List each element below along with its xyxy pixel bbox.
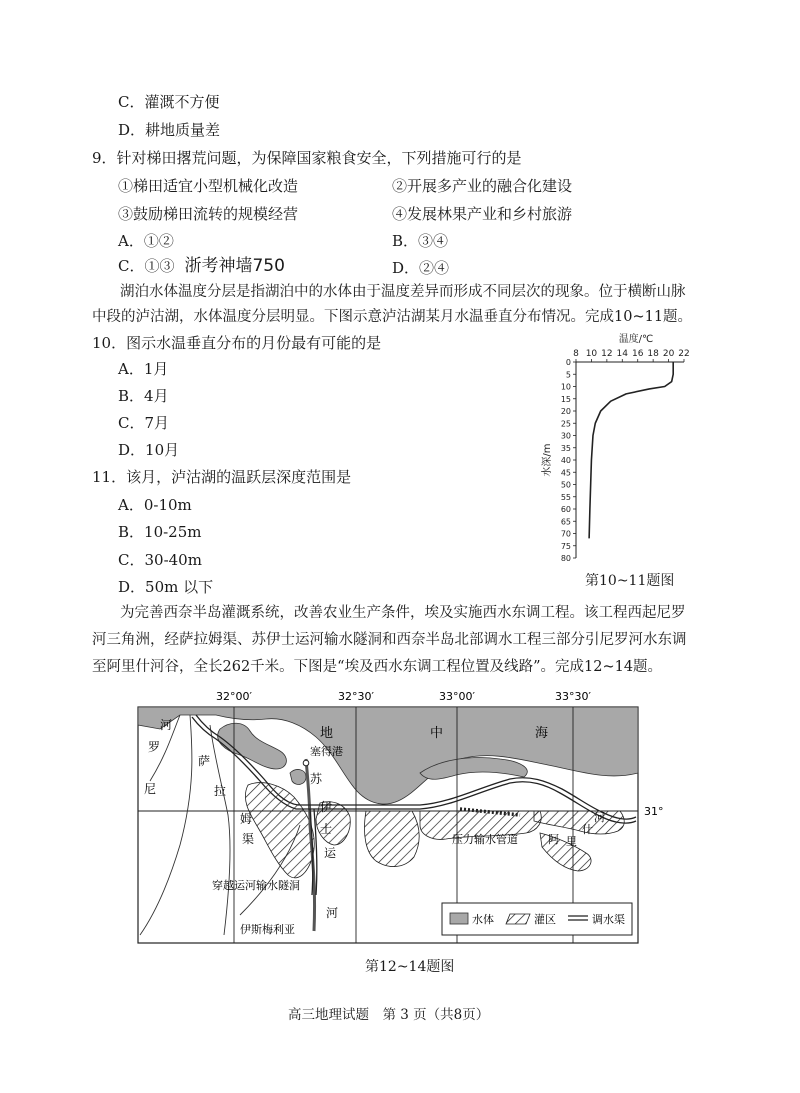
suez-label-5: 河: [326, 906, 339, 920]
x-tick-label: 20: [662, 349, 675, 359]
q9-option-c-row: [118, 256, 285, 276]
q11-option-a: A．0-10m: [118, 496, 192, 514]
q10-stem: 10．图示水温垂直分布的月份最有可能的是: [92, 334, 382, 352]
lat-label: 31°: [644, 805, 664, 818]
passage2-line1: 为完善西奈半岛灌溉系统，改善农业生产条件，埃及实施西水东调工程。该工程西起尼罗: [120, 605, 686, 621]
q11-option-c: C．30-40m: [118, 551, 202, 569]
water-temperature-chart: [540, 330, 710, 570]
y-tick-label: 50: [560, 480, 571, 490]
suez-label-1: 苏: [310, 772, 323, 786]
sea-label-1: 地: [320, 726, 334, 741]
figure2-caption: 第12~14题图: [365, 959, 455, 975]
arish-label-4: 河: [594, 811, 605, 824]
q9-statement-3: ③鼓励梯田流转的规模经营: [118, 205, 299, 223]
x-axis-label: 温度/℃: [618, 334, 654, 345]
x-tick-label: 22: [678, 349, 690, 359]
y-tick-label: 5: [565, 370, 571, 380]
q9-option-c: C．①③: [118, 257, 175, 275]
q9-option-d: D．②④: [392, 259, 450, 277]
salam-label-3: 姆: [240, 812, 253, 826]
q9-statement-2: ②开展多产业的融合化建设: [392, 177, 573, 195]
egypt-water-transfer-map: [120, 685, 680, 950]
y-tick-label: 30: [560, 431, 571, 441]
salam-label-2: 拉: [214, 784, 227, 798]
port-said-dot: [303, 760, 309, 766]
q9-statement-1: ①梯田适宜小型机械化改造: [118, 177, 299, 195]
legend-irrigation-label: 灌区: [534, 913, 556, 926]
lon-label-2: 32°30′: [338, 690, 374, 703]
arish-label-3: 什: [582, 823, 593, 836]
salam-label-1: 萨: [198, 754, 211, 768]
temperature-profile-line: [589, 362, 673, 538]
pipeline-label: 压力输水管道: [452, 833, 518, 846]
q9-option-b: B．③④: [392, 232, 449, 250]
map-legend: [442, 903, 632, 935]
q9-statement-4: ④发展林果产业和乡村旅游: [392, 205, 573, 223]
y-tick-label: 75: [560, 541, 571, 551]
suez-label-2: 伊: [320, 800, 333, 814]
nile-label-1: 河: [160, 718, 173, 732]
y-tick-label: 70: [560, 529, 571, 539]
x-tick-label: 18: [647, 349, 659, 359]
salam-label-4: 渠: [242, 832, 255, 846]
tunnel-label: 穿越运河输水隧洞: [212, 879, 300, 892]
arish-label-1: 阿: [548, 833, 559, 846]
y-tick-label: 25: [560, 419, 571, 429]
sea-label-3: 海: [535, 726, 549, 741]
lon-label-3: 33°00′: [439, 690, 475, 703]
figure1-caption: 第10~11题图: [585, 573, 675, 589]
q8-option-d: D．耕地质量差: [118, 121, 221, 139]
arish-label-2: 里: [566, 835, 577, 848]
y-tick-label: 15: [560, 394, 571, 404]
x-tick-label: 10: [585, 349, 598, 359]
q11-option-d: D．50m 以下: [118, 578, 214, 596]
y-tick-label: 35: [560, 443, 571, 453]
q10-option-c: C．7月: [118, 414, 170, 432]
x-tick-label: 12: [601, 349, 613, 359]
x-tick-label: 16: [631, 349, 644, 359]
x-tick-label: 14: [616, 349, 629, 359]
page-footer: 高三地理试题 第 3 页（共8页）: [288, 1007, 490, 1023]
y-tick-label: 45: [560, 468, 571, 478]
legend-water-swatch: [450, 913, 468, 924]
q9-stem: 9．针对梯田撂荒问题，为保障国家粮食安全，下列措施可行的是: [92, 149, 522, 167]
y-tick-label: 20: [560, 407, 571, 416]
q10-option-b: B．4月: [118, 387, 169, 405]
sea-label-2: 中: [430, 726, 444, 741]
legend-canal-label: 调水渠: [592, 913, 625, 926]
nile-label-3: 尼: [144, 782, 157, 796]
y-tick-label: 0: [565, 358, 571, 367]
passage2-line3: 至阿里什河谷，全长262千米。下图是“埃及西水东调工程位置及线路”。完成12~14题。: [92, 659, 663, 675]
q8-option-c: C．灌溉不方便: [118, 93, 220, 111]
q10-option-d: D．10月: [118, 441, 180, 459]
y-tick-label: 60: [560, 505, 571, 514]
y-tick-label: 65: [560, 517, 571, 527]
passage1-line2: 中段的泸沽湖，水体温度分层明显。下图示意泸沽湖某月水温垂直分布情况。完成10~11题。: [92, 309, 693, 325]
q10-option-a: A．1月: [118, 360, 169, 378]
q11-option-b: B．10-25m: [118, 523, 202, 541]
ismailia-label: 伊斯梅利亚: [240, 923, 295, 936]
suez-label-3: 士: [320, 822, 333, 836]
nile-label-2: 罗: [148, 740, 161, 754]
lon-label-1: 32°00′: [216, 690, 252, 703]
watermark-text: 浙考神墙750: [184, 256, 285, 276]
passage2-line2: 河三角洲，经萨拉姆渠、苏伊士运河输水隧洞和西奈半岛北部调水工程三部分引尼罗河水东调: [92, 632, 687, 648]
legend-irrigation-swatch: [506, 914, 530, 924]
y-axis-label: 水深/m: [542, 443, 553, 477]
passage1-line1: 湖泊水体温度分层是指湖泊中的水体由于温度差异而形成不同层次的现象。位于横断山脉: [120, 284, 686, 300]
lon-label-4: 33°30′: [555, 690, 591, 703]
x-tick-label: 8: [573, 349, 579, 359]
q11-stem: 11．该月，泸沽湖的温跃层深度范围是: [92, 468, 352, 486]
y-tick-label: 40: [560, 456, 571, 465]
y-tick-label: 80: [560, 554, 571, 563]
y-tick-label: 55: [560, 492, 571, 502]
port-said-label: 塞得港: [310, 745, 343, 758]
q9-option-a: A．①②: [118, 232, 174, 250]
suez-label-4: 运: [324, 846, 337, 860]
y-tick-label: 10: [560, 382, 571, 392]
legend-water-label: 水体: [472, 913, 494, 926]
